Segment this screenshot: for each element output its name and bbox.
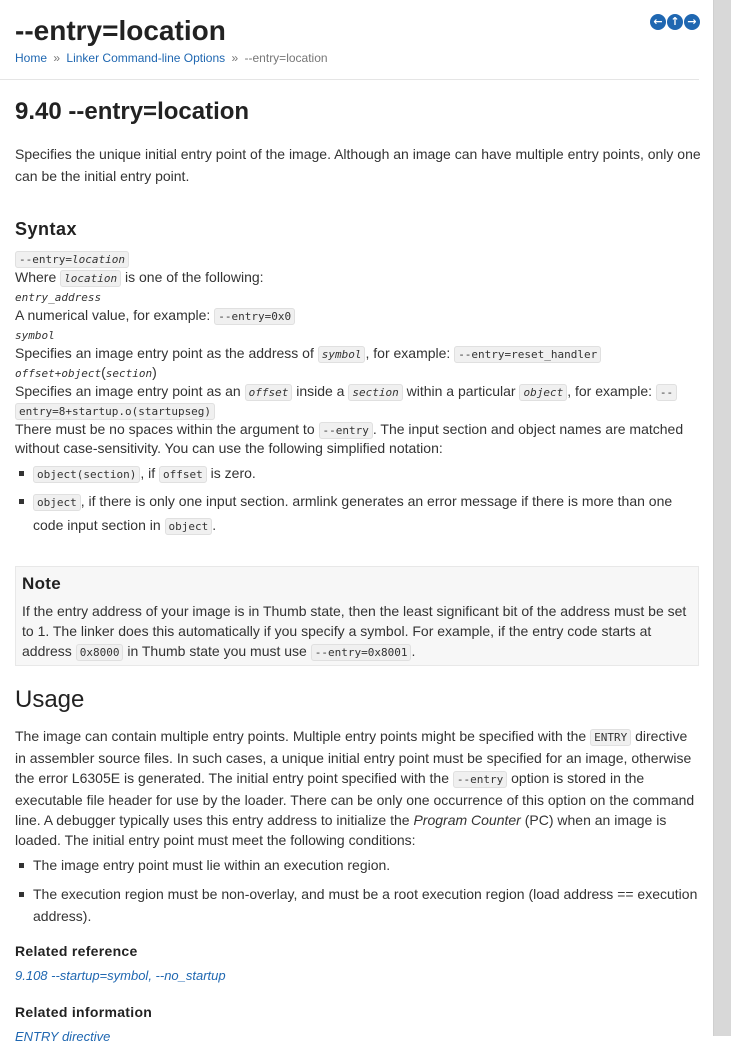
syntax-code: --entry=location <box>15 251 129 268</box>
breadcrumb-parent-link[interactable]: Linker Command-line Options <box>66 51 226 65</box>
related-information-heading: Related information <box>15 1004 153 1020</box>
section-heading: 9.40 --entry=location <box>15 98 250 125</box>
numeric-line: A numerical value, for example: --entry=0x0 <box>15 306 701 325</box>
entry-address-term: entry_address <box>15 291 102 304</box>
symbol-line: Specifies an image entry point as the address of symbol , for example: --entry=reset_handler <box>15 344 701 363</box>
usage-heading: Usage <box>15 686 85 713</box>
offset-term: offset+object(section) <box>15 364 157 380</box>
related-information <box>15 1002 701 1047</box>
note-heading: Note <box>22 574 61 593</box>
related-reference-heading: Related reference <box>15 943 138 959</box>
notation-list <box>15 462 701 538</box>
usage-paragraph: The image can contain multiple entry points. Multiple entry points might be specified with the ENTRY directive in assembler source files. In such cases, a unique initial entry point must be specified for an image, otherwise the error L6305E is generated. The initial entry point specified with the --entry option is stored in the executable file header for use by the loader. There can be only one occurrence of this option on the command line. A debugger typically uses this entry address to initialize the Program Counter (PC) when an image is loaded. The initial entry point must meet the following conditions: <box>15 728 695 848</box>
breadcrumb <box>15 48 328 68</box>
where-line: Where location is one of the following: <box>15 269 264 285</box>
symbol-example-code: --entry=reset_handler <box>454 346 601 363</box>
related-information-link[interactable]: ENTRY directive <box>15 1029 111 1044</box>
spaces-line: There must be no spaces within the argument to --entry . The input section and object names are matched <box>15 421 684 437</box>
offset-example-code-b: entry=8+startup.o(startupseg) <box>15 403 215 420</box>
list-item: The execution region must be non-overlay, and must be a root execution region (load address == execution address). <box>15 883 701 927</box>
related-reference <box>15 941 701 986</box>
numeric-code: --entry=0x0 <box>214 308 295 325</box>
section-code: section <box>348 384 402 401</box>
location-code: location <box>60 270 121 287</box>
syntax-body <box>15 249 701 538</box>
divider <box>0 79 699 80</box>
arrow-right-circle-icon[interactable]: → <box>684 14 700 30</box>
syntax-line <box>15 249 701 268</box>
breadcrumb-home-link[interactable]: Home <box>15 51 48 65</box>
arrow-left-circle-icon[interactable]: ← <box>650 14 666 30</box>
list-item: object(section) , if offset is zero. <box>15 462 701 486</box>
usage-conditions-list <box>15 854 701 927</box>
page-title: --entry=location <box>15 15 226 46</box>
list-item: object , if there is only one input section. armlink generates an error message if there is more than one code input section in object . <box>15 490 701 538</box>
list-item: The image entry point must lie within an execution region. <box>15 854 701 876</box>
breadcrumb-current: --entry=location <box>244 51 328 65</box>
arrow-up-circle-icon[interactable]: ↑ <box>667 14 683 30</box>
note-box <box>15 566 699 666</box>
breadcrumb-separator: » <box>53 51 61 65</box>
note-text: If the entry address of your image is in Thumb state, then the least significant bit of the address must be set to 1. The linker does this automatically if you specify a symbol. For example, if the entry code starts at address 0x8000 in Thumb state you must use --entry=0x8001 . <box>22 603 687 659</box>
related-reference-link[interactable]: 9.108 --startup=symbol, --no_startup <box>15 968 226 983</box>
symbol-term: symbol <box>15 329 55 342</box>
intro-paragraph: Specifies the unique initial entry point of the image. Although an image can have multiple entry points, only one can be the initial entry point. <box>15 146 701 184</box>
symbol-code: symbol <box>318 346 366 363</box>
offset-line: Specifies an image entry point as an offset inside a section within a particular object , for example: -- <box>15 382 701 401</box>
top-navigation <box>650 14 700 30</box>
offset-example-line <box>15 401 701 420</box>
syntax-heading: Syntax <box>15 219 78 239</box>
vertical-scrollbar[interactable] <box>713 0 731 1036</box>
offset-code: offset <box>245 384 293 401</box>
object-code: object <box>519 384 567 401</box>
usage-body <box>15 726 701 1047</box>
entry-code: --entry <box>319 422 373 439</box>
breadcrumb-separator: » <box>231 51 239 65</box>
case-line: without case-sensitivity. You can use the following simplified notation: <box>15 440 443 456</box>
offset-example-code-a: -- <box>656 384 677 401</box>
